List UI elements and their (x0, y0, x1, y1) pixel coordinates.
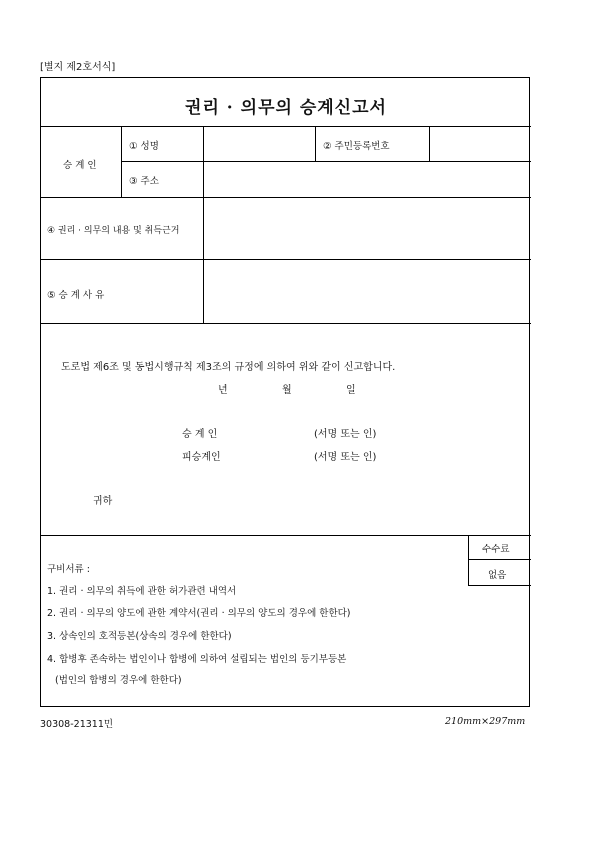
divider-declaration (41, 535, 531, 536)
divider-v-successor (121, 126, 122, 197)
date-year: 년 (218, 385, 228, 396)
successor-label: 승 계 인 (63, 160, 97, 171)
form-code: 30308-21311민 (40, 719, 114, 730)
divider-fee-bottom (468, 585, 531, 586)
predecessor-sign-label: 피승계인 (182, 452, 221, 463)
document-item: 4. 합병후 존속하는 법인이나 합병에 의하여 설립되는 법인의 등기부등본 (47, 654, 347, 665)
address-label: ③ 주소 (129, 176, 159, 187)
divider-v-fee (468, 535, 469, 585)
rights-content-label: ④ 권리 · 의무의 내용 및 취득근거 (47, 226, 180, 236)
recipient-label: 귀하 (93, 496, 113, 507)
divider-v-id-right (429, 126, 430, 161)
fee-label: 수수료 (482, 544, 510, 555)
reason-label: ⑤ 승 계 사 유 (47, 290, 105, 301)
form-number-label: [별지 제2호서식] (40, 62, 116, 73)
fee-value: 없음 (488, 570, 507, 581)
document-item: 1. 권리 · 의무의 취득에 관한 허가관련 내역서 (47, 586, 237, 597)
divider-reason (41, 323, 531, 324)
divider-title (41, 126, 531, 127)
documents-title: 구비서류 : (47, 564, 90, 575)
document-item: 2. 권리 · 의무의 양도에 관한 계약서(권리 · 의무의 양도의 경우에 한한다) (47, 608, 351, 619)
divider-fee (468, 559, 531, 560)
resident-id-label: ② 주민등록번호 (323, 141, 390, 152)
divider-rights (41, 259, 531, 260)
successor-sign-note: (서명 또는 인) (314, 429, 377, 440)
form-title: 권리 · 의무의 승계신고서 (185, 98, 387, 118)
date-month: 월 (282, 385, 292, 396)
date-day: 일 (346, 385, 356, 396)
successor-sign-label: 승 계 인 (182, 429, 218, 440)
name-label: ① 성명 (129, 141, 159, 152)
predecessor-sign-note: (서명 또는 인) (314, 452, 377, 463)
divider-name-row (121, 161, 531, 162)
divider-v-labels (203, 126, 204, 323)
divider-successor (41, 197, 531, 198)
divider-v-id-left (315, 126, 316, 161)
document-item: (법인의 합병의 경우에 한한다) (55, 675, 182, 686)
paper-size: 210mm×297mm (445, 716, 526, 727)
declaration-text: 도로법 제6조 및 동법시행규칙 제3조의 규정에 의하여 위와 같이 신고합니다. (61, 362, 396, 373)
form-box (40, 77, 530, 707)
document-item: 3. 상속인의 호적등본(상속의 경우에 한한다) (47, 631, 232, 642)
